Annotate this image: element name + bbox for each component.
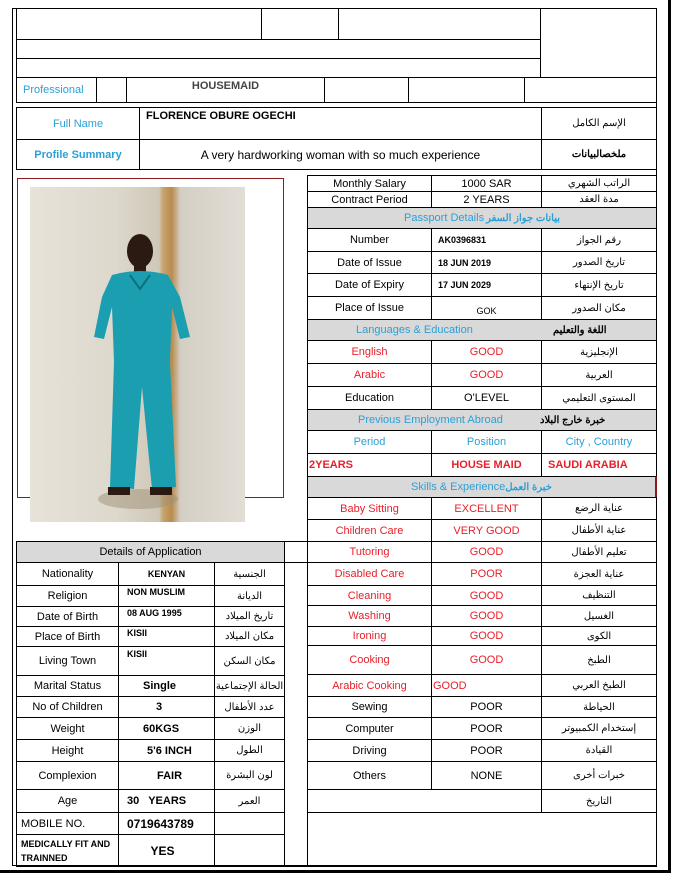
passport-expiry-ar: تاريخ الإنتهاء <box>541 273 657 297</box>
religion-value: NON MUSLIM <box>118 585 215 607</box>
children-ar: عدد الأطفال <box>214 696 285 718</box>
top-cell-1 <box>16 8 262 40</box>
height-label: Height <box>16 739 119 762</box>
skill-cooking-value: GOOD <box>431 645 542 675</box>
salary-ar: الراتب الشهري <box>541 175 657 192</box>
languages-header-label: Languages & Education <box>356 324 473 336</box>
height-value: 5'6 INCH <box>118 739 215 762</box>
pob-ar: مكان الميلاد <box>214 626 285 647</box>
employment-col-position: Position <box>431 430 542 454</box>
age-ar: العمر <box>214 789 285 813</box>
passport-number-label: Number <box>307 228 432 252</box>
skill-washing-ar: الغسيل <box>541 605 657 627</box>
profile-summary-ar: ملخصالبيانات <box>541 139 657 170</box>
nationality-label: Nationality <box>16 562 119 586</box>
pob-value: KISII <box>118 626 215 647</box>
passport-place-label: Place of Issue <box>307 296 432 320</box>
contract-period-ar: مدة العقد <box>541 191 657 208</box>
signature-area <box>307 812 657 867</box>
skill-ironing-label: Ironing <box>307 626 432 646</box>
medical-spacer <box>214 834 285 867</box>
height-ar: الطول <box>214 739 285 762</box>
languages-header <box>307 319 657 341</box>
mobile-label: MOBILE NO. <box>16 812 119 835</box>
skill-ironing-value: GOOD <box>431 626 542 646</box>
date-ar: التاريخ <box>541 789 657 813</box>
pob-label: Place of Birth <box>16 626 119 647</box>
arabic-value: GOOD <box>431 363 542 387</box>
gap-column <box>284 562 308 867</box>
skill-baby-sitting-label: Baby Sitting <box>307 497 432 520</box>
skill-cooking-label: Cooking <box>307 645 432 675</box>
marital-ar: الحالة الإجتماعية <box>214 675 285 697</box>
skill-driving-value: POOR <box>431 739 542 762</box>
application-header: Details of Application <box>16 541 285 563</box>
skill-cleaning-label: Cleaning <box>307 585 432 606</box>
nationality-ar: الجنسية <box>214 562 285 586</box>
employment-header-ar: خبرة خارج البلاد <box>540 414 606 426</box>
employment-period: 2YEARS <box>307 453 432 477</box>
passport-place-ar: مكان الصدور <box>541 296 657 320</box>
passport-number-value: AK0396831 <box>431 228 542 252</box>
employment-header-label: Previous Employment Abroad <box>358 414 503 426</box>
professional-cell-6 <box>524 77 657 103</box>
languages-header-ar: اللغة والتعليم <box>553 324 607 336</box>
passport-place-value: GOK <box>431 296 542 320</box>
nationality-value: KENYAN <box>118 562 215 586</box>
professional-cell-4 <box>324 77 409 103</box>
children-value: 3 <box>118 696 215 718</box>
professional-spacer <box>96 77 127 103</box>
living-town-label: Living Town <box>16 646 119 676</box>
age-label: Age <box>16 789 119 813</box>
skill-computer-value: POOR <box>431 717 542 740</box>
arabic-ar: العربية <box>541 363 657 387</box>
passport-header <box>307 207 657 229</box>
skill-cooking-ar: الطبخ <box>541 645 657 675</box>
profile-summary-label: Profile Summary <box>16 139 140 170</box>
skill-tutoring-ar: تعليم الأطفال <box>541 541 657 563</box>
professional-label: Professional <box>16 77 97 103</box>
english-ar: الإنجليزية <box>541 340 657 364</box>
date-value <box>307 789 542 813</box>
skill-tutoring-label: Tutoring <box>307 541 432 563</box>
full-name-value: FLORENCE OBURE OGECHI <box>139 107 542 140</box>
passport-number-ar: رقم الجواز <box>541 228 657 252</box>
employment-col-country: City , Country <box>541 430 657 454</box>
passport-expiry-value: 17 JUN 2029 <box>431 273 542 297</box>
marital-value: Single <box>118 675 215 697</box>
skills-header <box>307 476 657 498</box>
skill-others-ar: خبرات أخرى <box>541 761 657 790</box>
skill-arabic-cooking-value: GOOD <box>431 674 542 697</box>
education-label: Education <box>307 386 432 410</box>
logo-cell <box>540 8 657 78</box>
salary-value: 1000 SAR <box>431 175 542 192</box>
top-cell-3 <box>338 8 541 40</box>
children-label: No of Children <box>16 696 119 718</box>
top-row-2 <box>16 39 541 59</box>
skill-disabled-care-ar: عناية العجزة <box>541 562 657 586</box>
skill-arabic-cooking-ar: الطبخ العربي <box>541 674 657 697</box>
skill-disabled-care-value: POOR <box>431 562 542 586</box>
medical-label: MEDICALLY FIT AND TRAINNED <box>16 834 119 867</box>
marital-label: Marital Status <box>16 675 119 697</box>
full-name-label: Full Name <box>16 107 140 140</box>
weight-ar: الوزن <box>214 717 285 740</box>
religion-label: Religion <box>16 585 119 607</box>
complexion-label: Complexion <box>16 761 119 790</box>
profile-summary-value: A very hardworking woman with so much experience <box>139 139 542 170</box>
profession-value: HOUSEMAID <box>126 77 325 103</box>
skill-baby-sitting-value: EXCELLENT <box>431 497 542 520</box>
dob-label: Date of Birth <box>16 606 119 627</box>
full-name-ar: الإسم الكامل <box>541 107 657 140</box>
complexion-ar: لون البشرة <box>214 761 285 790</box>
weight-label: Weight <box>16 717 119 740</box>
employment-country: SAUDI ARABIA <box>541 453 657 477</box>
skill-ironing-ar: الكوى <box>541 626 657 646</box>
employment-position: HOUSE MAID <box>431 453 542 477</box>
skill-others-label: Others <box>307 761 432 790</box>
education-ar: المستوى التعليمي <box>541 386 657 410</box>
english-value: GOOD <box>431 340 542 364</box>
passport-issue-label: Date of Issue <box>307 251 432 274</box>
skill-sewing-label: Sewing <box>307 696 432 718</box>
skill-arabic-cooking-label: Arabic Cooking <box>307 674 432 697</box>
medical-value: YES <box>118 834 215 867</box>
dob-ar: تاريخ الميلاد <box>214 606 285 627</box>
skill-others-value: NONE <box>431 761 542 790</box>
weight-value: 60KGS <box>118 717 215 740</box>
skill-cleaning-ar: التنظيف <box>541 585 657 606</box>
living-town-ar: مكان السكن <box>214 646 285 676</box>
arabic-label: Arabic <box>307 363 432 387</box>
skill-sewing-value: POOR <box>431 696 542 718</box>
skill-baby-sitting-ar: عناية الرضع <box>541 497 657 520</box>
skill-tutoring-value: GOOD <box>431 541 542 563</box>
skill-cleaning-value: GOOD <box>431 585 542 606</box>
skill-washing-value: GOOD <box>431 605 542 627</box>
employment-col-period: Period <box>307 430 432 454</box>
candidate-photo <box>30 187 245 522</box>
passport-header-label: Passport Details <box>403 212 485 224</box>
skill-washing-label: Washing <box>307 605 432 627</box>
skill-driving-label: Driving <box>307 739 432 762</box>
passport-issue-ar: تاريخ الصدور <box>541 251 657 274</box>
skill-children-care-value: VERY GOOD <box>431 519 542 542</box>
dob-value: 08 AUG 1995 <box>118 606 215 627</box>
skill-children-care-ar: عناية الأطفال <box>541 519 657 542</box>
contract-period-label: Contract Period <box>307 191 432 208</box>
skill-computer-label: Computer <box>307 717 432 740</box>
english-label: English <box>307 340 432 364</box>
skill-disabled-care-label: Disabled Care <box>307 562 432 586</box>
mobile-value: 0719643789 <box>118 812 215 835</box>
skills-header-label: Skills & Experience <box>411 481 506 493</box>
passport-header-ar: بيانات جواز السفر <box>486 212 561 224</box>
employment-header <box>307 409 657 431</box>
skill-driving-ar: القيادة <box>541 739 657 762</box>
complexion-value: FAIR <box>118 761 215 790</box>
age-value: 30 YEARS <box>118 789 215 813</box>
passport-expiry-label: Date of Expiry <box>307 273 432 297</box>
salary-label: Monthly Salary <box>307 175 432 192</box>
contract-period-value: 2 YEARS <box>431 191 542 208</box>
skill-computer-ar: إستخدام الكمبيوتر <box>541 717 657 740</box>
top-row-3 <box>16 58 541 78</box>
passport-issue-value: 18 JUN 2019 <box>431 251 542 274</box>
professional-cell-5 <box>408 77 525 103</box>
mobile-spacer <box>214 812 285 835</box>
skill-sewing-ar: الحياطة <box>541 696 657 718</box>
living-town-value: KISII <box>118 646 215 676</box>
religion-ar: الديانة <box>214 585 285 607</box>
education-value: O'LEVEL <box>431 386 542 410</box>
skill-children-care-label: Children Care <box>307 519 432 542</box>
skills-header-ar: خبرة العمل <box>505 481 552 493</box>
gap-col-header <box>284 541 308 563</box>
top-cell-2 <box>261 8 339 40</box>
